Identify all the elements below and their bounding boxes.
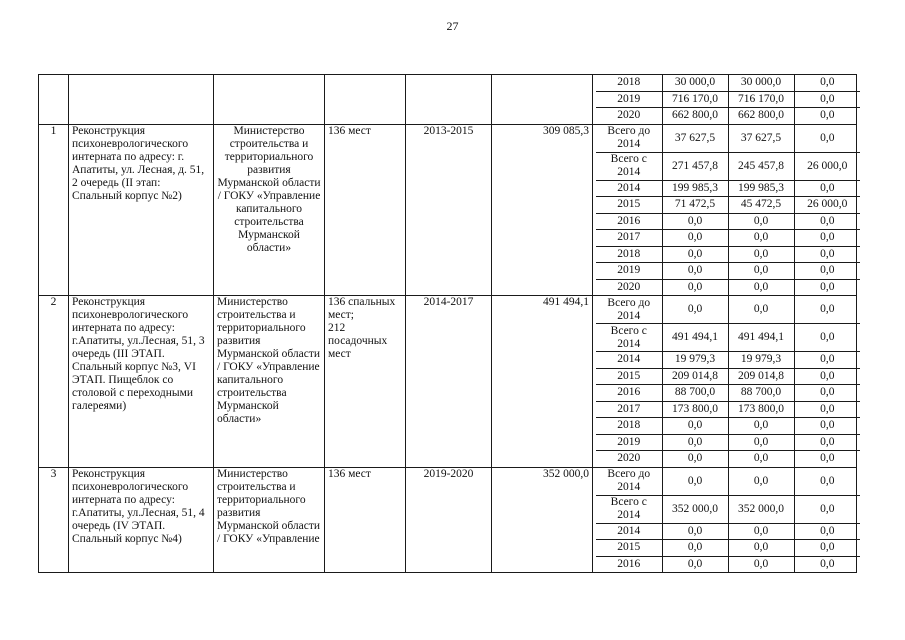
total-value: 0,0 [662,418,728,435]
other-value: 0,0 [794,108,860,124]
total-value: 0,0 [662,540,728,557]
project-number: 1 [39,124,69,296]
total-value: 209 014,8 [662,368,728,385]
year-label: 2015 [596,368,662,385]
year-label: Всего до 2014 [596,468,662,496]
regional-value: 0,0 [728,523,794,540]
project-row [39,296,857,468]
capacity: 136 спальных мест; 212 посадочных мест [325,296,406,468]
total-value: 30 000,0 [662,75,728,91]
total-value: 88 700,0 [662,385,728,402]
project-description: Реконструкция психоневрологического интерната по адресу: г. Апатиты, ул. Лесная, д. 51, 2 очередь (II этап: Спальный корпус №2) [69,124,214,296]
regional-value: 30 000,0 [728,75,794,91]
year-label: 2016 [596,213,662,230]
other-value: 0,0 [794,468,860,496]
year-label: 2014 [596,352,662,369]
year-label: 2020 [617,109,641,122]
regional-value: 45 472,5 [728,197,794,214]
year-label: 2020 [617,452,641,465]
regional-value: 662 800,0 [728,108,794,124]
finance-row [596,385,860,402]
regional-value: 0,0 [728,279,794,295]
other-value: 0,0 [794,495,860,523]
total-value: 662 800,0 [662,108,728,124]
other-value: 0,0 [794,180,860,197]
year-label: Всего с 2014 [596,495,662,523]
other-value: 0,0 [794,75,860,91]
projects-table [38,74,857,573]
project-description: Реконструкция психоневрологического интерната по адресу: г.Апатиты, ул.Лесная, 51, 4 очередь (IV ЭТАП. Спальный корпус №4) [69,467,214,573]
regional-value: 88 700,0 [728,385,794,402]
regional-value: 0,0 [728,434,794,451]
finance-cell [593,467,857,573]
project-number: 3 [39,467,69,573]
year-label: Всего до 2014 [596,125,662,153]
other-value: 0,0 [794,352,860,369]
total-value: 271 457,8 [662,152,728,180]
total-value: 173 800,0 [662,401,728,418]
finance-row [596,418,860,435]
regional-value: 173 800,0 [728,401,794,418]
other-value: 0,0 [794,385,860,402]
finance-row [596,75,860,91]
finance-row [596,230,860,247]
regional-value: 0,0 [728,468,794,496]
continuation-finance [596,75,860,124]
finance-row [596,523,860,540]
total-value: 37 627,5 [662,125,728,153]
regional-value: 199 985,3 [728,180,794,197]
other-value: 0,0 [794,125,860,153]
other-value: 26 000,0 [794,152,860,180]
other-value: 0,0 [794,91,860,108]
finance-row [596,451,860,467]
finance-row [596,352,860,369]
project-row [39,467,857,573]
finance-table [596,296,860,467]
year-label: 2015 [596,197,662,214]
implementation-period: 2013-2015 [406,124,492,296]
finance-row [596,296,860,324]
year-label: Всего с 2014 [596,152,662,180]
finance-row [596,91,860,108]
other-value: 0,0 [794,296,860,324]
page-number: 27 [446,19,459,33]
year-label: 2015 [596,540,662,557]
finance-row [596,279,860,295]
regional-value: 716 170,0 [728,91,794,108]
total-value: 0,0 [662,523,728,540]
other-value: 26 000,0 [794,197,860,214]
regional-value: 0,0 [728,263,794,280]
year-label: 2017 [596,230,662,247]
finance-row [596,324,860,352]
total-value: 491 494,1 [662,324,728,352]
finance-row [596,556,860,572]
finance-table [596,468,860,573]
year-label: 2018 [596,418,662,435]
other-value: 0,0 [794,540,860,557]
total-value: 0,0 [662,296,728,324]
year-label: Всего с 2014 [596,324,662,352]
total-value: 0,0 [662,434,728,451]
finance-row [596,197,860,214]
other-value: 0,0 [794,451,860,467]
regional-value: 0,0 [728,451,794,467]
total-value: 199 985,3 [662,180,728,197]
estimated-cost: 491 494,1 [492,296,593,468]
capacity: 136 мест [325,467,406,573]
year-label: 2017 [596,401,662,418]
estimated-cost: 309 085,3 [492,124,593,296]
responsible-organization: Министерство строительства и территориального развития Мурманской области / ГОКУ «Управление капитального строительства Мурманской области» [214,296,325,468]
year-label: 2016 [617,557,641,570]
project-number: 2 [39,296,69,468]
year-label: 2018 [596,246,662,263]
finance-row [596,263,860,280]
year-label: 2019 [596,263,662,280]
other-value: 0,0 [794,279,860,295]
implementation-period: 2014-2017 [406,296,492,468]
finance-row [596,434,860,451]
regional-value: 0,0 [728,230,794,247]
finance-row [596,246,860,263]
finance-row [596,401,860,418]
year-label: 2019 [596,91,662,108]
project-description: Реконструкция психоневрологического интерната по адресу: г.Апатиты, ул.Лесная, 51, 3 очередь (III ЭТАП. Спальный корпус №3, VI ЭТАП. Пищеблок со столовой с переходными галереями) [69,296,214,468]
total-value: 0,0 [662,451,728,467]
responsible-organization: Министерство строительства и территориального развития Мурманской области / ГОКУ «Управление [214,467,325,573]
total-value: 0,0 [662,468,728,496]
regional-value: 352 000,0 [728,495,794,523]
regional-value: 0,0 [728,246,794,263]
responsible-organization: Министерство строительства и территориального развития Мурманской области / ГОКУ «Управление капитального строительства Мурманской области» [214,124,325,296]
other-value: 0,0 [794,401,860,418]
regional-value: 0,0 [728,418,794,435]
year-label: Всего до 2014 [596,296,662,324]
other-value: 0,0 [794,230,860,247]
total-value: 0,0 [662,213,728,230]
regional-value: 209 014,8 [728,368,794,385]
finance-row [596,108,860,124]
regional-value: 245 457,8 [728,152,794,180]
regional-value: 491 494,1 [728,324,794,352]
other-value: 0,0 [794,434,860,451]
total-value: 0,0 [662,263,728,280]
implementation-period: 2019-2020 [406,467,492,573]
year-label: 2020 [617,280,641,293]
other-value: 0,0 [794,368,860,385]
year-label: 2018 [596,75,662,91]
project-row [39,124,857,296]
capacity: 136 мест [325,124,406,296]
finance-row [596,213,860,230]
year-label: 2019 [596,434,662,451]
finance-row [596,152,860,180]
year-label: 2014 [596,523,662,540]
finance-row [596,368,860,385]
year-label: 2016 [596,385,662,402]
regional-value: 0,0 [728,296,794,324]
total-value: 0,0 [662,246,728,263]
regional-value: 19 979,3 [728,352,794,369]
regional-value: 0,0 [728,540,794,557]
finance-cell [593,124,857,296]
other-value: 0,0 [794,246,860,263]
other-value: 0,0 [794,523,860,540]
total-value: 352 000,0 [662,495,728,523]
total-value: 19 979,3 [662,352,728,369]
total-value: 0,0 [662,556,728,572]
total-value: 0,0 [662,230,728,247]
finance-row [596,125,860,153]
finance-row [596,495,860,523]
other-value: 0,0 [794,324,860,352]
finance-table [596,125,860,296]
finance-row [596,468,860,496]
continuation-row [39,75,857,125]
total-value: 716 170,0 [662,91,728,108]
other-value: 0,0 [794,213,860,230]
regional-value: 37 627,5 [728,125,794,153]
other-value: 0,0 [794,263,860,280]
total-value: 71 472,5 [662,197,728,214]
year-label: 2014 [596,180,662,197]
finance-cell [593,296,857,468]
estimated-cost: 352 000,0 [492,467,593,573]
total-value: 0,0 [662,279,728,295]
regional-value: 0,0 [728,213,794,230]
finance-row [596,180,860,197]
finance-row [596,540,860,557]
other-value: 0,0 [794,556,860,572]
regional-value: 0,0 [728,556,794,572]
other-value: 0,0 [794,418,860,435]
